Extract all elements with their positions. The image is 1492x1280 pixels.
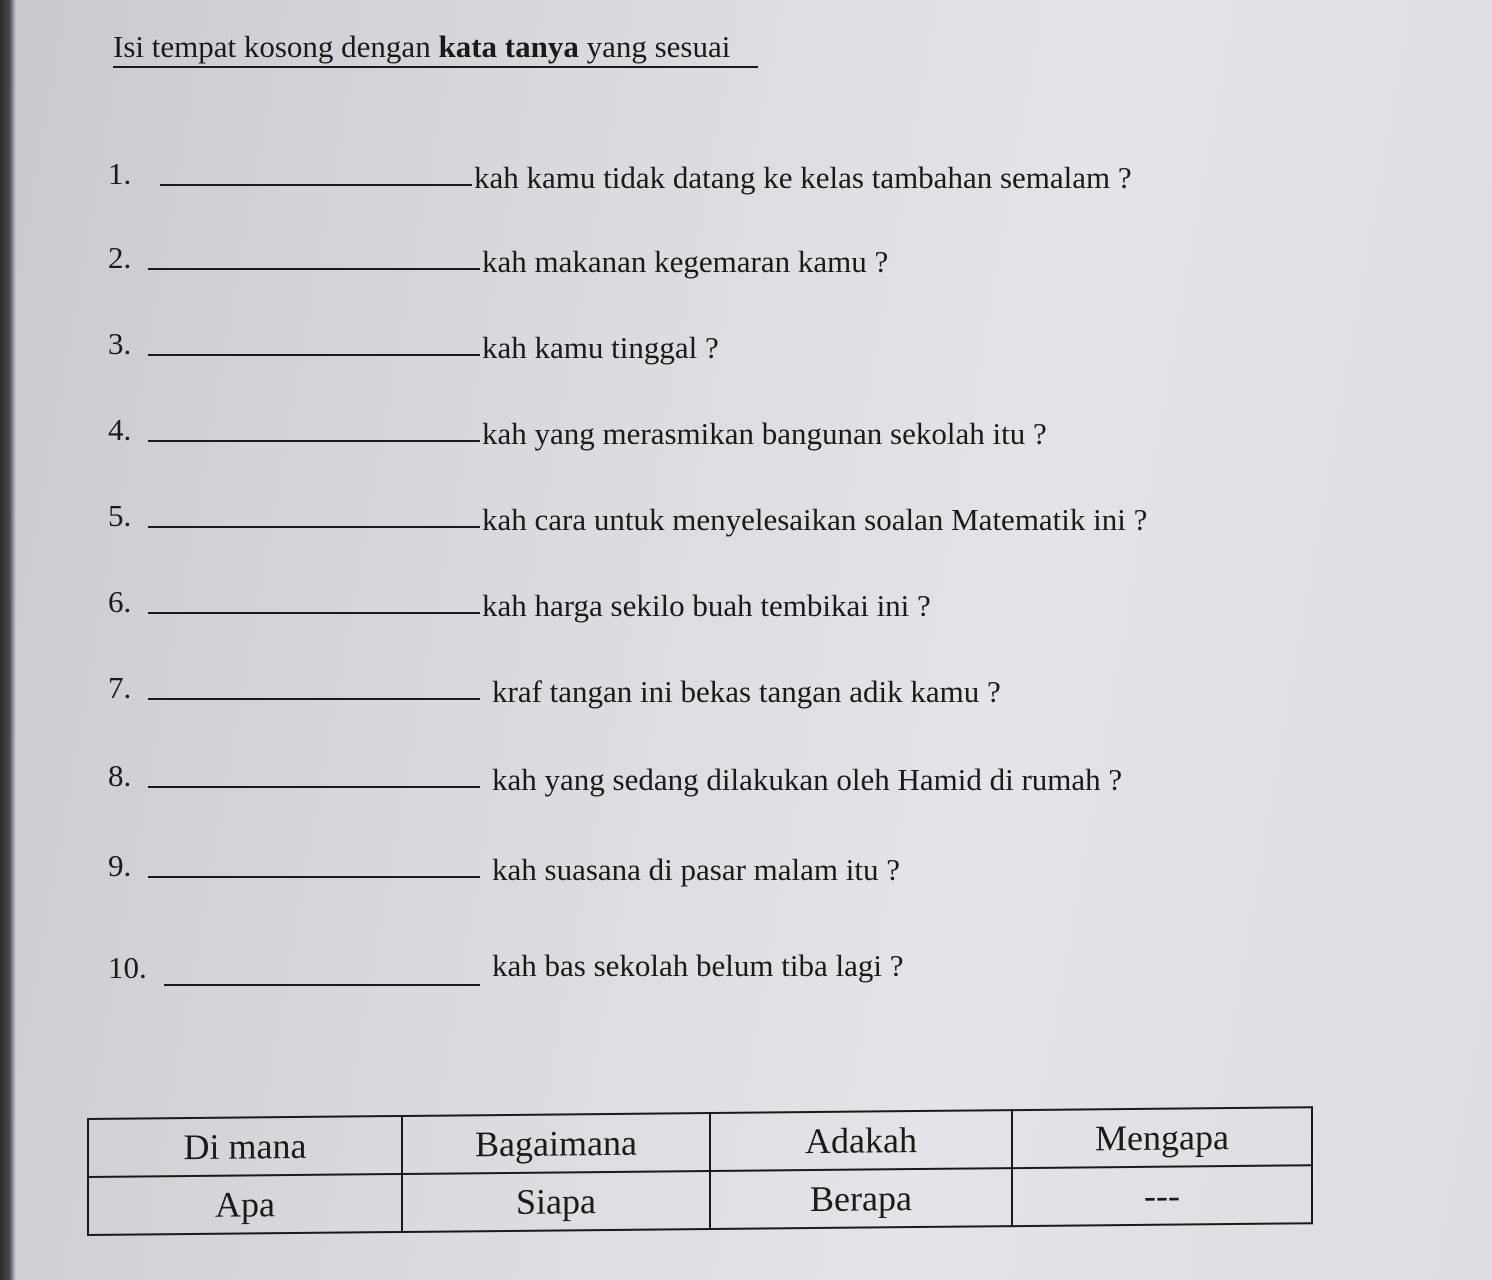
answer-bank-cell: Di mana <box>88 1116 402 1177</box>
instruction-text-end: yang sesuai <box>578 29 731 64</box>
question-text: kah bas sekolah belum tiba lagi ? <box>492 948 904 983</box>
answer-blank-4[interactable] <box>148 440 480 442</box>
question-number: 2. <box>108 240 132 275</box>
question-8 <box>0 758 1400 818</box>
question-number: 3. <box>108 326 132 361</box>
question-2 <box>0 240 1400 300</box>
question-3 <box>0 326 1400 386</box>
instruction-keyword: kata tanya <box>438 29 579 64</box>
answer-blank-10[interactable] <box>164 984 480 986</box>
question-text: kah kamu tidak datang ke kelas tambahan semalam ? <box>474 160 1132 195</box>
question-9 <box>0 848 1400 908</box>
answer-bank-row <box>88 1165 1312 1235</box>
answer-bank-table <box>87 1106 1313 1236</box>
answer-bank-cell: Bagaimana <box>402 1113 710 1174</box>
answer-bank-cell: Adakah <box>710 1110 1012 1171</box>
question-number: 10. <box>108 950 147 985</box>
answer-blank-7[interactable] <box>148 698 480 700</box>
question-text: kah makanan kegemaran kamu ? <box>482 244 889 279</box>
question-number: 4. <box>108 412 132 447</box>
question-number: 7. <box>108 670 132 705</box>
question-7 <box>0 670 1400 730</box>
question-text: kah yang sedang dilakukan oleh Hamid di rumah ? <box>492 762 1123 797</box>
answer-blank-5[interactable] <box>148 526 480 528</box>
question-6 <box>0 584 1400 644</box>
question-4 <box>0 412 1400 472</box>
question-number: 1. <box>108 156 132 191</box>
answer-bank-cell: Siapa <box>402 1171 710 1232</box>
question-text: kah yang merasmikan bangunan sekolah itu ? <box>482 416 1047 451</box>
question-1 <box>0 156 1400 216</box>
question-number: 9. <box>108 848 132 883</box>
answer-blank-6[interactable] <box>148 612 480 614</box>
answer-bank-cell: Berapa <box>710 1168 1012 1229</box>
question-text: kah harga sekilo buah tembikai ini ? <box>482 588 931 623</box>
answer-blank-3[interactable] <box>148 354 480 356</box>
question-number: 8. <box>108 758 132 793</box>
answer-blank-8[interactable] <box>148 786 480 788</box>
question-text: kah kamu tinggal ? <box>482 330 719 365</box>
question-number: 5. <box>108 498 132 533</box>
question-text: kah suasana di pasar malam itu ? <box>492 852 901 887</box>
answer-bank-cell: --- <box>1012 1165 1312 1226</box>
question-10 <box>0 944 1400 1004</box>
question-text: kah cara untuk menyelesaikan soalan Matematik ini ? <box>482 502 1148 537</box>
worksheet-instruction <box>113 28 758 68</box>
answer-blank-1[interactable] <box>160 184 472 186</box>
answer-blank-2[interactable] <box>148 268 480 270</box>
question-5 <box>0 498 1400 558</box>
question-text: kraf tangan ini bekas tangan adik kamu ? <box>492 674 1001 709</box>
question-number: 6. <box>108 584 132 619</box>
answer-bank-cell: Mengapa <box>1012 1107 1312 1168</box>
answer-blank-9[interactable] <box>148 876 480 878</box>
instruction-text-start: Isi tempat kosong dengan <box>113 29 439 64</box>
answer-bank-cell: Apa <box>88 1174 402 1235</box>
